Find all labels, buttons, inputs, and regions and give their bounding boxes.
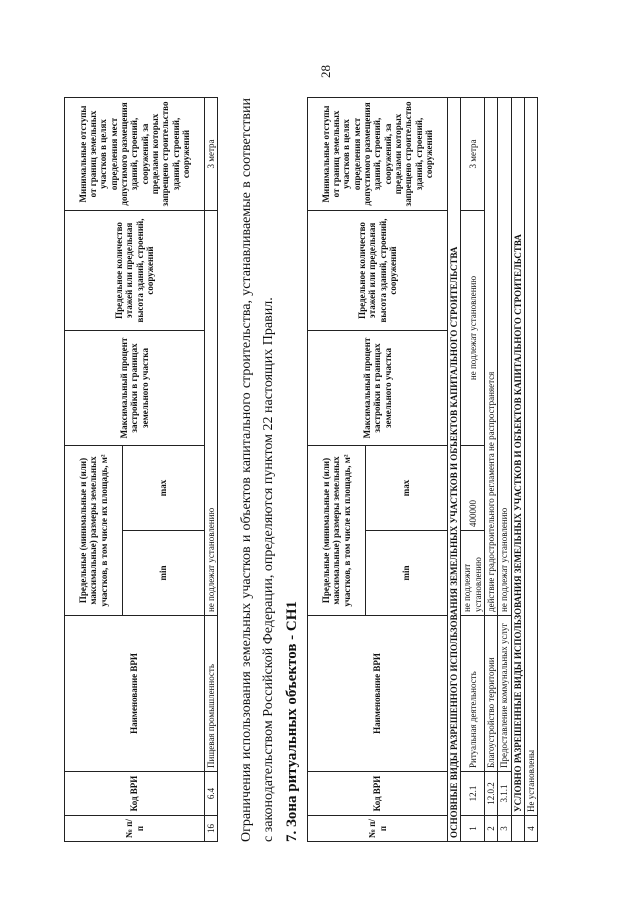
cell-name: Пищевая промышленность xyxy=(205,616,218,772)
header-floors: Предельное количество этажей или предельная высота зданий, строений, сооружений xyxy=(308,210,448,330)
cell-name: Ритуальная деятельность xyxy=(461,616,485,772)
cell-note: не подлежат установлению xyxy=(498,97,511,615)
header-setback: Минимальные отступы от границ земельных участков в целях определения мест допустимого размещения зданий, строений, сооружений, за пределами которых запрещено строительство зданий, строений, сооружений xyxy=(308,97,448,210)
cell-code: 6.4 xyxy=(205,772,218,816)
table-row xyxy=(461,97,485,841)
header-name: Наименование ВРИ xyxy=(65,616,205,772)
section-conditional-uses: УСЛОВНО РАЗРЕШЕННЫЕ ВИДЫ ИСПОЛЬЗОВАНИЯ ЗЕМЕЛЬНЫХ УЧАСТКОВ И ОБЪЕКТОВ КАПИТАЛЬНОГО СТРОИТЕЛЬСТВА xyxy=(511,97,524,815)
page-number: 28 xyxy=(318,65,333,78)
cell-code: 12.0.2 xyxy=(485,772,498,816)
cell-name: Предоставление коммунальных услуг xyxy=(498,616,511,772)
header-floors: Предельное количество этажей или предельная высота зданий, строений, сооружений xyxy=(65,210,205,330)
header-max: max xyxy=(366,445,448,530)
table-row xyxy=(525,97,538,841)
header-code: Код ВРИ xyxy=(65,772,205,816)
cell-area: не подлежат установлению xyxy=(205,210,218,615)
header-min: min xyxy=(123,531,205,616)
header-area: Предельные (минимальные и (или) максимальные) размеры земельных участков, в том числе их площадь, м² xyxy=(65,445,123,615)
cell-num-empty xyxy=(511,816,524,842)
cell-name: Благоустройство территории xyxy=(485,616,498,772)
cell-num: 16 xyxy=(205,816,218,842)
cell-code: 12.1 xyxy=(461,772,485,816)
table-zone-sn1 xyxy=(307,97,538,842)
header-min: min xyxy=(366,531,448,616)
rotated-page-content xyxy=(64,90,634,850)
cell-setback: 3 метра xyxy=(205,97,218,210)
header-percent: Максимальный процент застройки в границах земельного участка xyxy=(308,330,448,445)
cell-num: 1 xyxy=(461,816,485,842)
section-main-uses: ОСНОВНЫЕ ВИДЫ РАЗРЕШЕННОГО ИСПОЛЬЗОВАНИЯ ЗЕМЕЛЬНЫХ УЧАСТКОВ И ОБЪЕКТОВ КАПИТАЛЬНОГО СТРОИТЕЛЬСТВА xyxy=(448,97,461,841)
cell-num: 4 xyxy=(525,816,538,842)
header-area: Предельные (минимальные и (или) максимальные) размеры земельных участков, в том числе их площадь, м² xyxy=(308,445,366,615)
table-row xyxy=(498,97,511,841)
cell-percent-floors: не подлежат установлению xyxy=(461,210,485,445)
table-zone-previous xyxy=(64,97,218,842)
header-num: № п/п xyxy=(65,816,205,842)
cell-setback: 3 метра xyxy=(461,97,485,210)
cell-note: действие градостроительного регламента не распространяется xyxy=(485,97,498,615)
header-name: Наименование ВРИ xyxy=(308,616,448,772)
cell-not-established: Не установлены xyxy=(525,97,538,815)
cell-max: 400000 xyxy=(461,445,485,530)
header-setback: Минимальные отступы от границ земельных участков в целях определения мест допустимого размещения зданий, строений, сооружений, за пределами которых запрещено строительство зданий, строений, сооружений xyxy=(65,97,205,210)
header-code: Код ВРИ xyxy=(308,772,448,816)
zone-title: 7. Зона ритуальных объектов - СН1 xyxy=(284,601,300,842)
header-percent: Максимальный процент застройки в границах земельного участка xyxy=(65,330,205,445)
cell-code: 3.1.1 xyxy=(498,772,511,816)
header-num: № п/п xyxy=(308,816,448,842)
header-max: max xyxy=(123,445,205,530)
cell-min: не подлежит установлению xyxy=(461,531,485,616)
table-row xyxy=(205,97,218,841)
cell-num: 2 xyxy=(485,816,498,842)
restrictions-paragraph: Ограничения использования земельных участков и объектов капитального строительства, устанавливаемые в соответствии с законодательством Российской Федерации, определяются пунктом 22 настоящих Правил. xyxy=(239,98,276,842)
cell-num: 3 xyxy=(498,816,511,842)
table-row xyxy=(485,97,498,841)
